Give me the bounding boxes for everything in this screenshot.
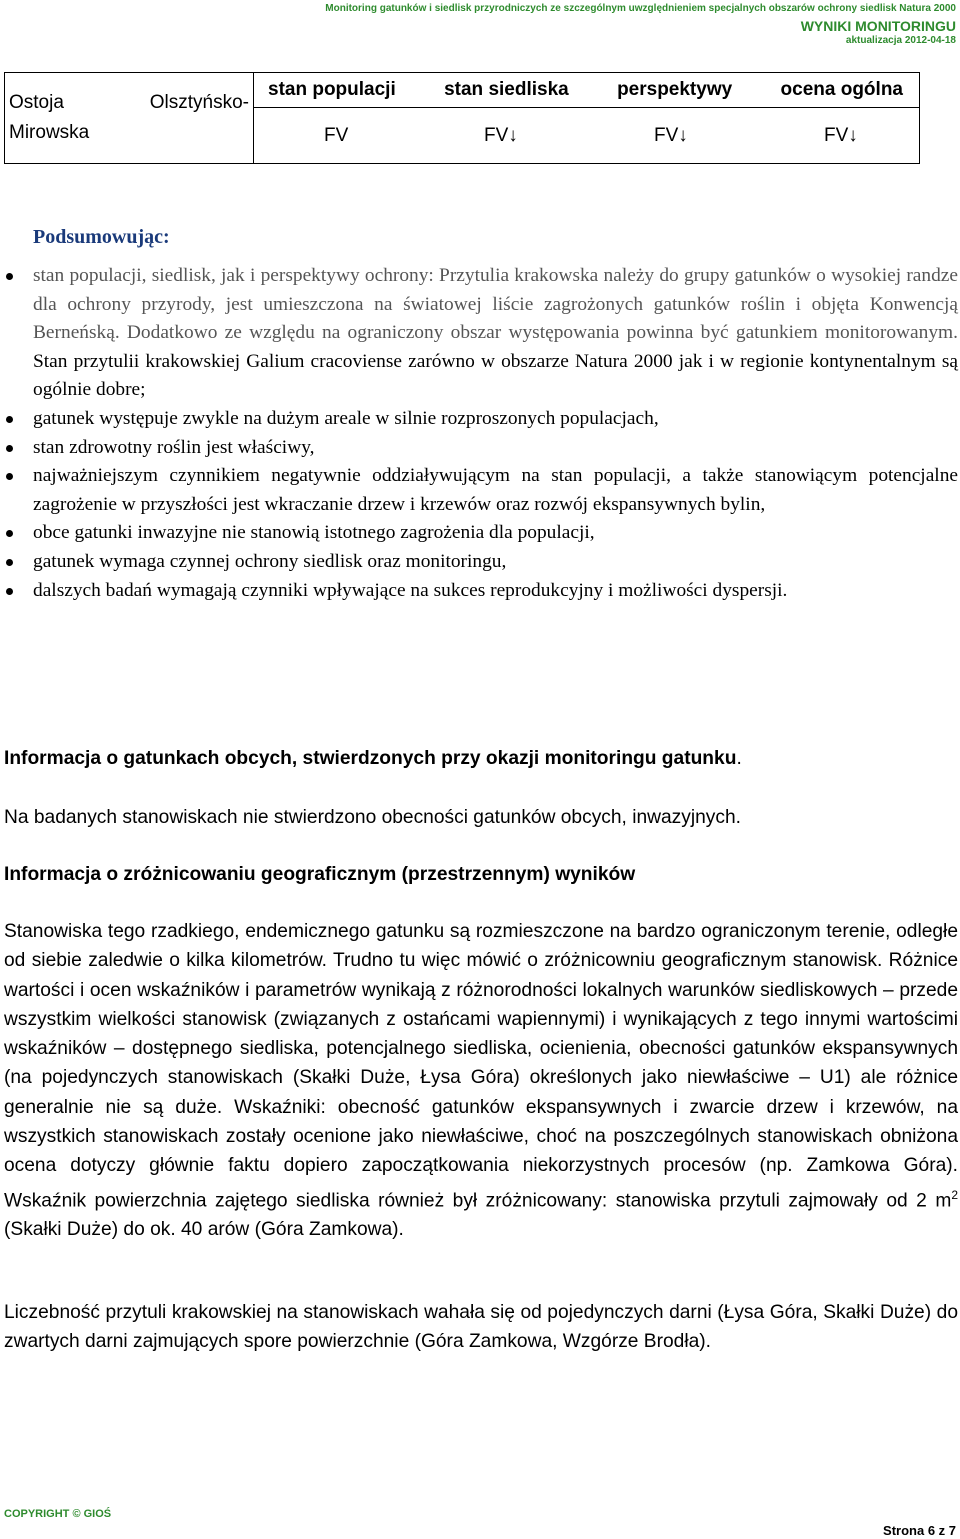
site-name-cell	[5, 73, 254, 164]
header-project-title: Monitoring gatunków i siedlisk przyrodniczych ze szczególnym uwzględnieniem specjalnych obszarów ochrony siedlisk Natura 2000	[325, 3, 956, 14]
summary-item-continuation: Stan przytulii krakowskiej Galium cracoviense zarówno w obszarze Natura 2000 jak i w regionie kontynentalnym są ogólnie dobre;	[33, 350, 958, 401]
bullet-icon	[6, 530, 13, 537]
alien-species-text: Na badanych stanowiskach nie stwierdzono obecności gatunków obcych, inwazyjnych.	[4, 807, 741, 828]
value-habitat-status: FV↓	[484, 124, 518, 146]
value-population-status: FV	[324, 124, 349, 146]
summary-item-text: obce gatunki inwazyjne nie stanowią istotnego zagrożenia dla populacji,	[33, 522, 595, 544]
geo-heading: Informacja o zróżnicowaniu geograficznym (przestrzennym) wyników	[4, 864, 636, 885]
status-header-cell	[254, 73, 920, 108]
summary-item-text: gatunek występuje zwykle na dużym areale w silnie rozproszonych populacjach,	[33, 407, 659, 429]
header-overall-assessment: ocena ogólna	[780, 79, 903, 101]
summary-title: Podsumowując:	[33, 226, 170, 248]
superscript-2: 2	[951, 1187, 958, 1202]
summary-item-text: stan zdrowotny roślin jest właściwy,	[33, 436, 315, 458]
header-prospects: perspektywy	[617, 79, 733, 101]
header-habitat-status: stan siedliska	[444, 79, 569, 101]
site-name-part1: Ostoja	[9, 92, 64, 113]
bullet-icon	[6, 445, 13, 452]
list-item	[0, 405, 958, 434]
page-header	[325, 0, 956, 48]
list-item	[0, 262, 958, 405]
status-table	[4, 72, 920, 164]
alien-heading-text: Informacja o gatunkach obcych, stwierdzonych przy okazji monitoringu gatunku	[4, 748, 737, 769]
list-item	[0, 462, 958, 519]
list-item	[0, 434, 958, 463]
bullet-icon	[6, 473, 13, 480]
alien-heading-period: .	[736, 748, 742, 769]
summary-list	[0, 262, 958, 605]
list-item	[0, 577, 958, 606]
summary-item-text: stan populacji, siedlisk, jak i perspektywy ochrony: Przytulia krakowska należy do grupy gatunków o wysokiej randze dla ochrony przyrody, jest umieszczona na światowej liście zagrożonych gatunków roślin i objęta Konwencją Berneńską. Dodatkowo ze względu na ograniczony obszar występowania powinna być gatunkiem monitorowanym.	[33, 265, 958, 344]
value-prospects: FV↓	[654, 124, 688, 146]
alien-species-heading	[4, 744, 958, 773]
summary-item-text: dalszych badań wymagają czynniki wpływające na sukces reprodukcyjny i możliwości dyspersji.	[33, 579, 788, 601]
page-number: Strona 6 z 7	[883, 1523, 956, 1538]
site-name-part2: Olsztyńsko-	[149, 92, 249, 113]
bullet-icon	[6, 416, 13, 423]
list-item	[0, 519, 958, 548]
summary-item-text: gatunek wymaga czynnej ochrony siedlisk oraz monitoringu,	[33, 550, 507, 572]
header-population-status: stan populacji	[268, 79, 396, 101]
header-results-title: WYNIKI MONITORINGU	[800, 18, 956, 34]
copyright: COPYRIGHT © GIOŚ	[4, 1508, 112, 1520]
geo-paragraph-1-end: (Skałki Duże) do ok. 40 arów (Góra Zamkowa).	[4, 1219, 404, 1241]
status-values-cell	[254, 108, 920, 164]
bullet-icon	[6, 588, 13, 595]
geo-paragraph-2: Liczebność przytuli krakowskiej na stanowiskach wahała się od pojedynczych darni (Łysa Góra, Skałki Duże) do zwartych darni zajmujących spore powierzchnie (Góra Zamkowa, Wzgórze Brodła).	[4, 1302, 958, 1353]
list-item	[0, 548, 958, 577]
summary-item-text: najważniejszym czynnikiem negatywnie oddziaływującym na stan populacji, a także stanowiącym potencjalne zagrożenie w przyszłości jest wkraczanie drzew i krzewów oraz rozwój ekspansywnych bylin,	[33, 465, 958, 515]
geo-paragraph-1-text: Stanowiska tego rzadkiego, endemicznego gatunku są rozmieszczone na bardzo ograniczonym terenie, odległe od siebie zaledwie o kilka kilometrów. Trudno tu więc mówić o zróżnicowniu geograficznym stanowisk. Różnice wartości i ocen wskaźników i parametrów wynikają z różnorodności lokalnych warunków siedliskowych – przede wszystkim wielkości stanowisk (związanych z ostańcami wapiennymi) i wynikających z tego innymi wartościmi wskaźników – dostępnego siedliska, potencjalnego siedliska, ocienienia, obecności gatunków ekspansywnych (na pojedynczych stanowiskach (Skałki Duże, Łysa Góra) określonych jako niewłaściwe – U1) ale różnice generalnie nie są duże. Wskaźniki: obecność gatunków ekspansywnych i zwarcie drzew i krzewów, na wszystkich stanowiskach zostały ocenione jako niewłaściwe, choć na poszczególnych stanowiskach obniżona ocena dotyczy głównie faktu dopiero zapoczątkowania niekorzystnych procesów (np. Zamkowa Góra). Wskaźnik powierzchnia zajętego siedliska również był zróżnicowany: stanowiska przytuli zajmowały od 2 m	[4, 921, 958, 1212]
header-update-date: aktualizacja 2012-04-18	[845, 35, 956, 46]
geo-paragraph-1	[4, 917, 958, 1245]
value-overall-assessment: FV↓	[824, 124, 858, 146]
bullet-icon	[6, 273, 13, 280]
site-name-part3: Mirowska	[9, 122, 90, 143]
bullet-icon	[6, 559, 13, 566]
